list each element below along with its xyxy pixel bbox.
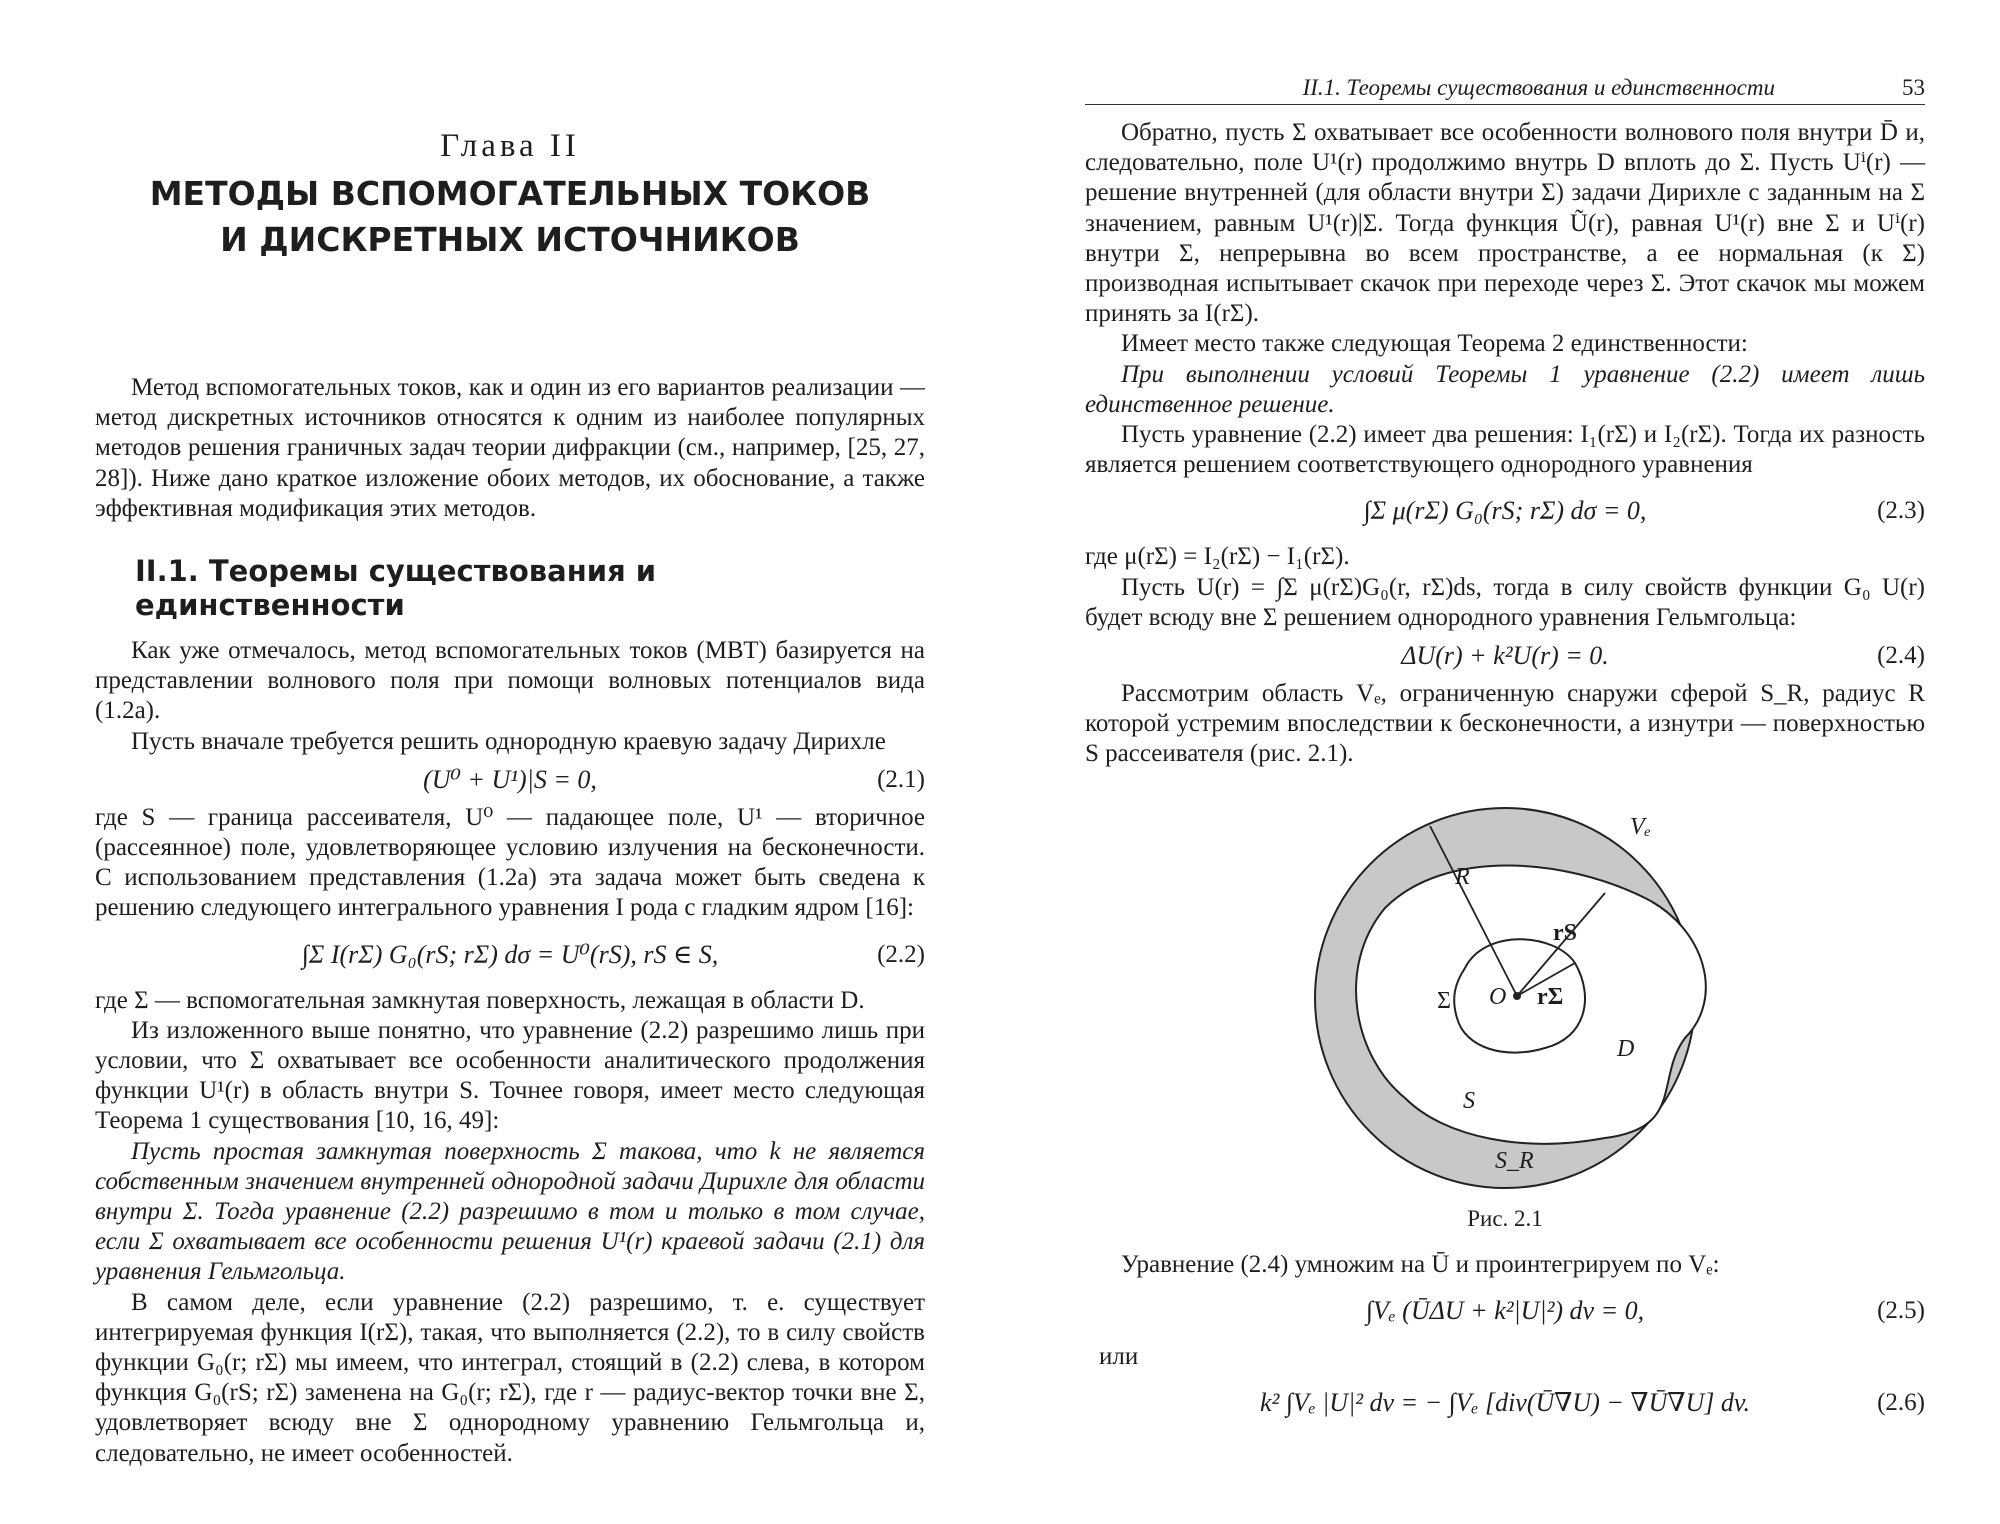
chapter-title-line-2: И ДИСКРЕТНЫХ ИСТОЧНИКОВ [220,220,800,259]
paragraph-1: Обратно, пусть Σ охватывает все особенности волнового поля внутри D̄ и, следовательно, поле U¹(r) продолжимо внутрь D вплоть до Σ. Пусть Uⁱ(r) — решение внутренней (для области внутри Σ) задачи Дирихле с заданным на Σ значением, равным U¹(r)|Σ. Тогда функция Ũ(r), равная U¹(r) вне Σ и Uⁱ(r) внутри Σ, непрерывна во всем пространстве, а ее нормальная (к Σ) производная испытывает скачок при переходе через Σ. Этот скачок мы можем принять за I(rΣ). [1085,119,1925,328]
label-O: O [1489,983,1507,1010]
equation-2-4 [1085,633,1925,679]
paragraph-2: Имеет место также следующая Теорема 2 единственности: [1121,330,1748,358]
running-head-title: II.1. Теоремы существования и единственности [1302,75,1775,100]
equation-2-3-number: (2.3) [1877,497,1925,525]
equation-2-6 [1085,1372,1925,1434]
label-Ve: Vₑ [1630,813,1651,840]
or-word: или [1099,1342,1139,1370]
paragraph-1: Как уже отмечалось, метод вспомогательных токов (МВТ) базируется на представлении волнового поля при помощи волновых потенциалов вида (1.2а). [95,637,925,725]
equation-2-5 [1085,1280,1925,1342]
label-rSigma: rΣ [1537,983,1564,1010]
equation-2-5-body: ∫Vₑ (ŪΔU + k²|U|²) dv = 0, [1365,1295,1645,1325]
equation-2-1-body: (U⁰ + U¹)|S = 0, [423,764,597,794]
equation-2-2 [95,924,925,986]
label-rS: rS [1553,919,1577,946]
equation-2-3 [1085,480,1925,542]
paragraph-2: Пусть вначале требуется решить однородную краевую задачу Дирихле [131,727,886,755]
chapter-title [95,171,925,263]
right-column [1085,118,1925,1434]
page-number: 53 [1902,75,1925,100]
paragraph-5: Пусть U(r) = ∫Σ μ(rΣ)G₀(r, rΣ)ds, тогда в силу свойств функции G₀ U(r) будет всюду вне Σ решением однородного уравнения Гельмгольца: [1085,573,1925,631]
equation-2-3-body: ∫Σ μ(rΣ) G₀(rS; rΣ) dσ = 0, [1363,496,1647,526]
equation-2-2-body: ∫Σ I(rΣ) G₀(rS; rΣ) dσ = U⁰(rS), rS ∈ S, [301,939,719,969]
paragraph-6: В самом деле, если уравнение (2.2) разрешимо, т. е. существует интегрируемая функция I(rΣ), такая, что выполняется (2.2), то в силу свойств функции G₀(r; rΣ) мы имеем, что интеграл, стоящий в (2.2) слева, в котором функция G₀(rS; rΣ) заменена на G₀(r; rΣ), где r — радиус-вектор точки вне Σ, удовлетворяет всюду вне Σ однородному уравнению Гельмгольца и, следовательно, не имеет особенностей. [95,1288,925,1467]
paragraph-3: где S — граница рассеивателя, U⁰ — падающее поле, U¹ — вторичное (рассеянное) поле, удовлетворяющее условию излучения на бесконечности. С использованием представления (1.2а) эта задача может быть сведена к решению следующего интегрального уравнения I рода с гладким ядром [16]: [95,803,925,922]
paragraph-6: Рассмотрим область Vₑ, ограниченную снаружи сферой S_R, радиус R которой устремим впоследствии к бесконечности, а изнутри — поверхностью S рассеивателя (рис. 2.1). [1085,680,1925,768]
label-Sigma: Σ [1437,987,1451,1014]
paragraph-3: Пусть уравнение (2.2) имеет два решения: I₁(rΣ) и I₂(rΣ). Тогда их разность является решением соответствующего однородного уравнения [1085,421,1925,479]
equation-2-4-number: (2.4) [1877,642,1925,670]
equation-2-1 [95,757,925,803]
figure-2-1 [1085,798,1925,1198]
label-SR: S_R [1495,1147,1534,1174]
left-column [95,120,925,1469]
paragraph-4: где Σ — вспомогательная замкнутая поверхность, лежащая в области D. [95,986,865,1014]
chapter-label: Глава II [440,128,580,164]
running-head [1085,74,1925,105]
equation-2-4-body: ΔU(r) + k²U(r) = 0. [1401,641,1609,671]
equation-2-6-body: k² ∫Vₑ |U|² dv = − ∫Vₑ [div(Ū∇U) − ∇Ū∇U] dv. [1259,1388,1750,1418]
intro-paragraph: Метод вспомогательных токов, как и один из его вариантов реализации — метод дискретных источников относятся к одним из наиболее популярных методов решения граничных задач теории дифракции (см., например, [25, 27, 28]). Ниже дано краткое изложение обоих методов, их обоснование, а также эффективная модификация этих методов. [95,374,925,522]
equation-2-6-number: (2.6) [1877,1389,1925,1417]
section-heading: II.1. Теоремы существования и единственности [135,554,657,623]
figure-caption: Рис. 2.1 [1467,1205,1543,1231]
equation-2-5-number: (2.5) [1877,1296,1925,1324]
label-S: S [1463,1087,1475,1114]
equation-2-1-number: (2.1) [877,765,925,793]
label-D: D [1617,1035,1635,1062]
chapter-title-line-1: МЕТОДЫ ВСПОМОГАТЕЛЬНЫХ ТОКОВ [149,174,871,213]
right-page [1000,0,2000,1524]
label-R: R [1455,863,1470,890]
theorem-1: Пусть простая замкнутая поверхность Σ такова, что k не является собственным значением внутренней однородной задачи Дирихле для области внутри Σ. Тогда уравнение (2.2) разрешимо в том и только в том случае, если Σ охватывает все особенности решения U¹(r) краевой задачи (2.1) для уравнения Гельмгольца. [95,1137,925,1286]
equation-2-2-number: (2.2) [877,940,925,968]
paragraph-4: где μ(rΣ) = I₂(rΣ) − I₁(rΣ). [1085,543,1350,571]
paragraph-5: Из изложенного выше понятно, что уравнение (2.2) разрешимо лишь при условии, что Σ охватывает все особенности аналитического продолжения функции U¹(r) в область внутри S. Точнее говоря, имеет место следующая Теорема 1 существования [10, 16, 49]: [95,1016,925,1135]
origin-point [1513,992,1521,1000]
theorem-2: При выполнении условий Теоремы 1 уравнение (2.2) имеет лишь единственное решение. [1085,360,1925,418]
paragraph-7: Уравнение (2.4) умножим на Ū и проинтегрируем по Vₑ: [1121,1250,1720,1278]
